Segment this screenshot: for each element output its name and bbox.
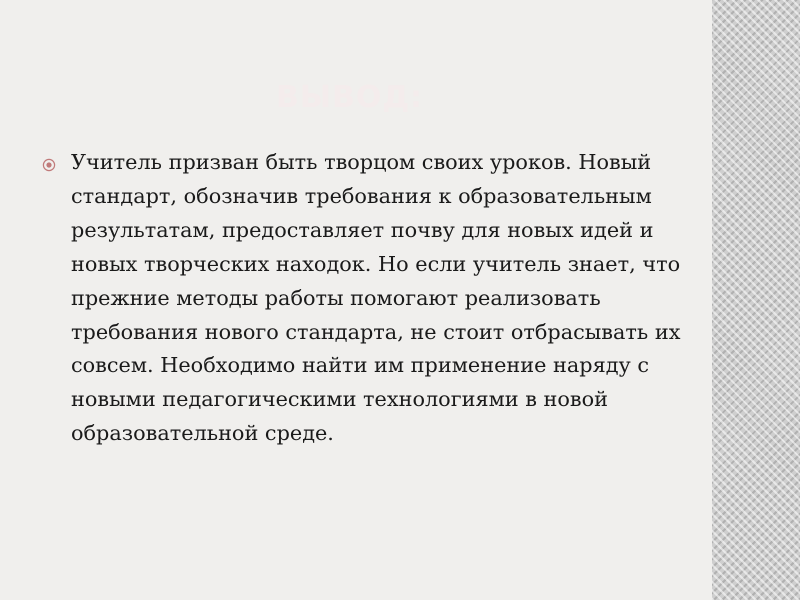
slide-title: ВЫВОД: <box>276 80 424 115</box>
bullet-text: Учитель призван быть творцом своих уроков. Новый стандарт, обозначив требования к образовательным результатам, предоставляет почву для новых идей и новых творческих находок. Но если учитель знает, что прежние методы работы помогают реализовать требования нового стандарта, не стоит отбрасывать их совсем. Необходимо найти им применение наряду с новыми педагогическими технологиями в новой образовательной среде. <box>71 150 681 446</box>
decorative-side-strip <box>712 0 800 600</box>
circle-bullet-icon <box>42 158 56 172</box>
